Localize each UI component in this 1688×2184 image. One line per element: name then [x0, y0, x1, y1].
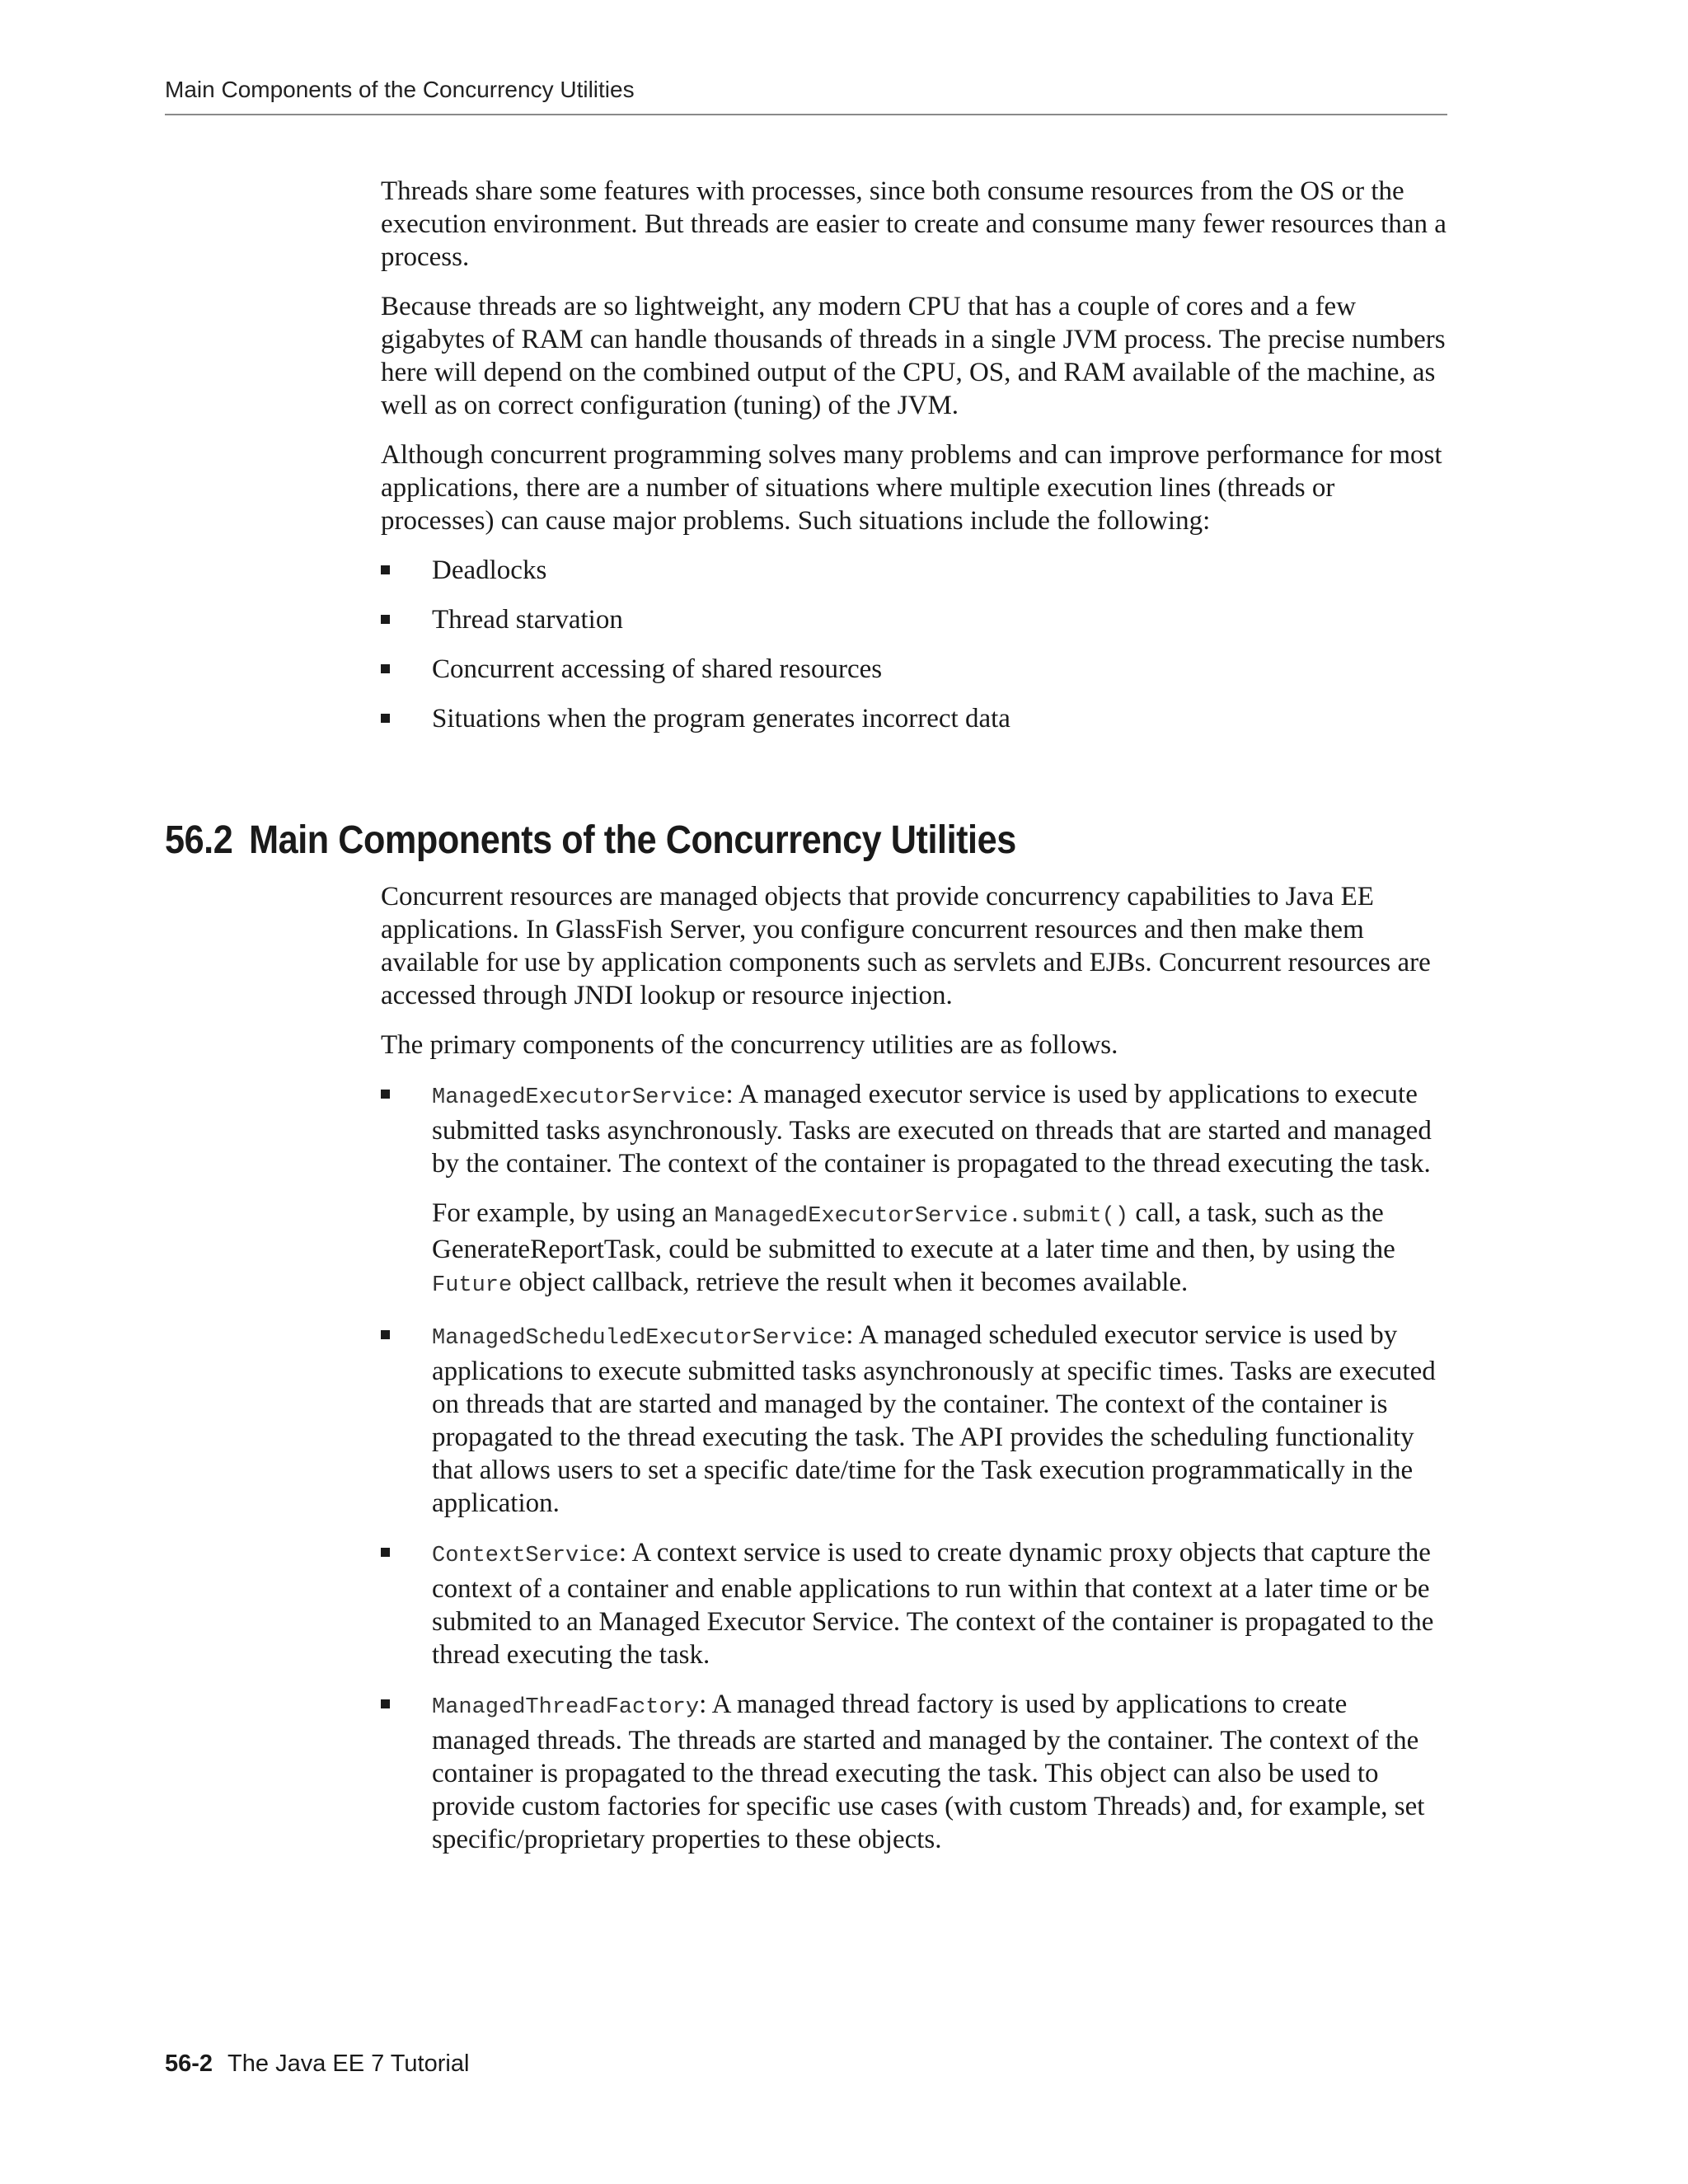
component-description: : A context service is used to create dynamic proxy objects that capture the context of a container and enable applications to run within that context at a later time or be submited to an Managed Executor Service. The context of the container is propagated to the thread executing the task. [432, 1538, 1434, 1670]
section-paragraph: Concurrent resources are managed objects that provide concurrency capabilities to Java EE applications. In GlassFish Server, you configure concurrent resources and then make them available for use by application components such as servlets and EJBs. Concurrent resources are accessed through JNDI lookup or resource injection. [381, 882, 1431, 1010]
example-text: call, a task, such as the GenerateReportTask, could be submitted to execute at a later time and then, by using the [432, 1198, 1395, 1264]
section-number: 56.2 [165, 818, 233, 862]
square-bullet-icon [381, 565, 390, 574]
component-name: ContextService [432, 1544, 619, 1568]
list-item [381, 603, 1449, 636]
header-divider [165, 114, 1447, 115]
page-footer [165, 2050, 469, 2078]
component-name: ManagedScheduledExecutorService [432, 1326, 846, 1351]
component-description-paragraph [432, 1536, 1449, 1671]
component-item [381, 1319, 1449, 1520]
code-method-call: ManagedExecutorService.submit() [714, 1204, 1129, 1229]
square-bullet-icon [381, 664, 390, 673]
square-bullet-icon [381, 615, 390, 624]
intro-paragraph: Because threads are so lightweight, any modern CPU that has a couple of cores and a few gigabytes of RAM can handle thousands of threads in a single JVM process. The precise numbers here will depend on the combined output of the CPU, OS, and RAM available of the machine, as well as on correct configuration (tuning) of the JVM. [381, 292, 1446, 420]
square-bullet-icon [381, 1548, 390, 1557]
square-bullet-icon [381, 1090, 390, 1099]
component-description: : A managed executor service is used by applications to execute submitted tasks asynchronously. Tasks are executed on threads that are started and managed by the container. The context of the container is propagated to the thread executing the task. [432, 1080, 1432, 1179]
intro-paragraph: Although concurrent programming solves many problems and can improve performance for most applications, there are a number of situations where multiple execution lines (threads or processes) can cause major problems. Such situations include the following: [381, 440, 1442, 536]
code-future-object: Future [432, 1273, 513, 1298]
component-name: ManagedExecutorService [432, 1085, 726, 1110]
example-text: For example, by using an [432, 1198, 715, 1228]
section-paragraph: The primary components of the concurrency utilities are as follows. [381, 1030, 1118, 1060]
section-body [381, 880, 1449, 1872]
risk-label: Concurrent accessing of shared resources [432, 654, 883, 684]
list-item [381, 702, 1449, 735]
risk-label: Thread starvation [432, 605, 623, 635]
component-description: : A managed thread factory is used by applications to create managed threads. The threads are started and managed by the container. The context of the container is propagated to the thread executing the task. This object can also be used to provide custom factories for specific use cases (with custom Threads) and, for example, set specific/proprietary properties to these objects. [432, 1690, 1425, 1854]
component-item [381, 1078, 1449, 1302]
example-text: object callback, retrieve the result when it becomes available. [512, 1268, 1189, 1297]
component-item [381, 1536, 1449, 1671]
list-item [381, 653, 1449, 686]
intro-paragraph: Threads share some features with processes, since both consume resources from the OS or the execution environment. But threads are easier to create and consume many fewer resources than a process. [381, 176, 1447, 272]
risk-label: Situations when the program generates incorrect data [432, 704, 1010, 733]
section-heading [165, 816, 1016, 865]
square-bullet-icon [381, 714, 390, 723]
component-item [381, 1688, 1449, 1856]
running-header: Main Components of the Concurrency Utilities [165, 77, 635, 102]
list-item [381, 554, 1449, 587]
components-list [381, 1078, 1449, 1856]
component-description-paragraph [432, 1319, 1449, 1520]
risk-list [381, 554, 1449, 735]
component-description: : A managed scheduled executor service is used by applications to execute submitted tasks asynchronously at specific times. Tasks are executed on threads that are started and managed by the container. The context of the container is propagated to the thread executing the task. The API provides the scheduling functionality that allows users to set a specific date/time for the Task execution programmatically in the application. [432, 1320, 1436, 1518]
component-name: ManagedThreadFactory [432, 1695, 700, 1720]
page-number: 56-2 [165, 2050, 213, 2077]
component-description-paragraph [432, 1078, 1449, 1180]
square-bullet-icon [381, 1699, 390, 1708]
component-example-paragraph [432, 1197, 1449, 1302]
component-description-paragraph [432, 1688, 1449, 1856]
square-bullet-icon [381, 1330, 390, 1339]
intro-section [381, 175, 1449, 752]
risk-label: Deadlocks [432, 555, 547, 585]
section-title: Main Components of the Concurrency Utilities [249, 818, 1016, 862]
book-title: The Java EE 7 Tutorial [227, 2050, 470, 2077]
